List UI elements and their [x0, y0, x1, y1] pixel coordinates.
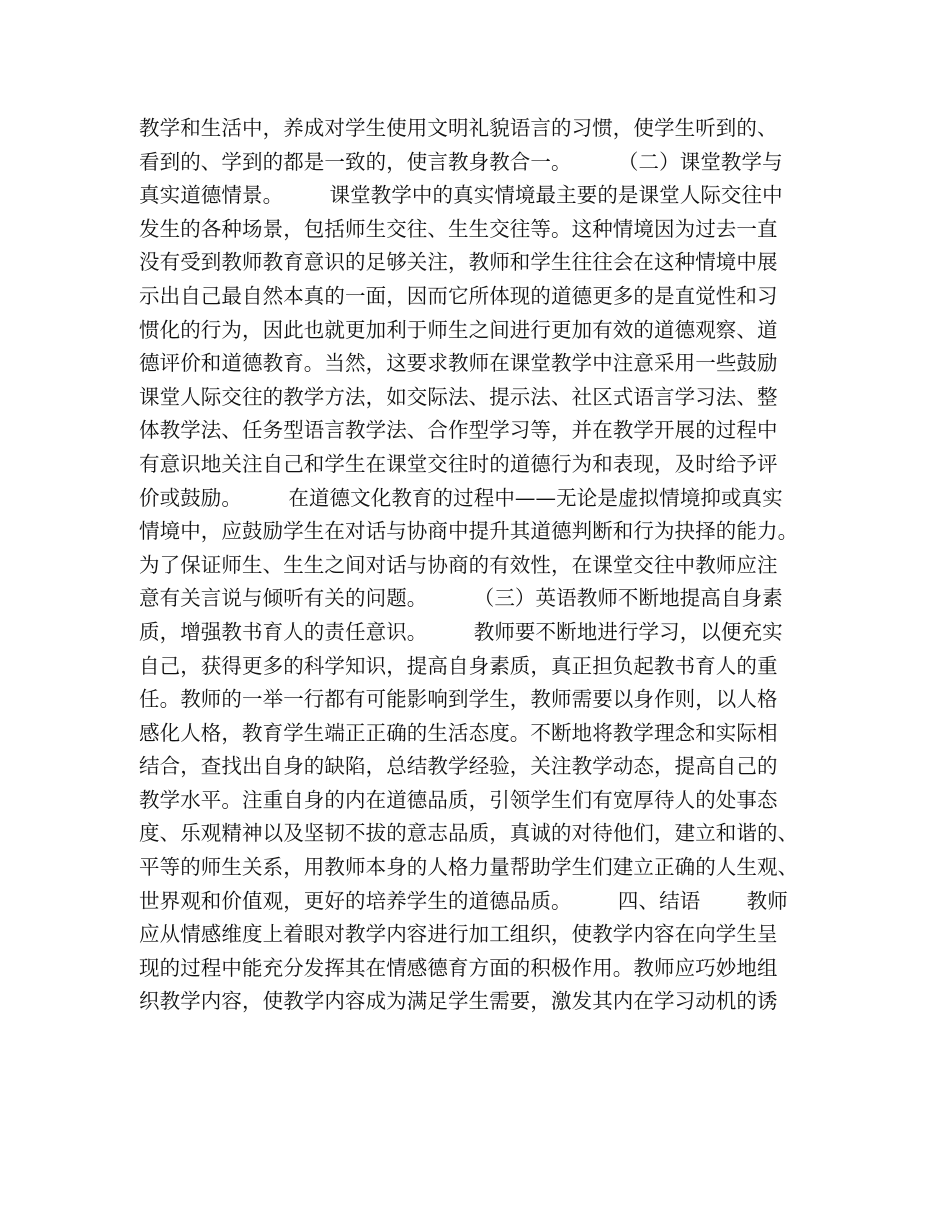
text-line: 体教学法、任务型语言教学法、合作型学习等，并在教学开展的过程中 — [139, 418, 778, 443]
text-line: 发生的各种场景，包括师生交往、生生交往等。这种情境因为过去一直 — [139, 216, 778, 241]
text-line: 示出自己最自然本真的一面，因而它所体现的道德更多的是直觉性和习 — [139, 283, 778, 308]
text-line: 教学水平。注重自身的内在道德品质，引领学生们有宽厚待人的处事态 — [139, 787, 778, 812]
text-line: 平等的师生关系，用教师本身的人格力量帮助学生们建立正确的人生观、 — [139, 855, 799, 880]
body-text — [139, 112, 829, 1019]
text-line: 质，增强教书育人的责任意识。 教师要不断地进行学习，以便充实 — [139, 619, 783, 644]
text-line: 现的过程中能充分发挥其在情感德育方面的积极作用。教师应巧妙地组 — [139, 955, 778, 980]
text-line: 看到的、学到的都是一致的，使言教身教合一。 （二）课堂教学与 — [139, 149, 783, 174]
text-line: 教学和生活中，养成对学生使用文明礼貌语言的习惯，使学生听到的、 — [139, 116, 778, 140]
text-line: 意有关言说与倾听有关的问题。 （三）英语教师不断地提高自身素 — [139, 586, 783, 611]
text-line: 惯化的行为，因此也就更加利于师生之间进行更加有效的道德观察、道 — [139, 317, 778, 342]
text-line: 结合，查找出自身的缺陷，总结教学经验，关注教学动态，提高自己的 — [139, 754, 778, 779]
text-line: 世界观和价值观，更好的培养学生的道德品质。 四、结语 教师 — [139, 888, 788, 913]
text-line: 没有受到教师教育意识的足够关注，教师和学生往往会在这种情境中展 — [139, 250, 778, 275]
text-line: 感化人格，教育学生端正正确的生活态度。不断地将教学理念和实际相 — [139, 720, 778, 745]
text-line: 自己，获得更多的科学知识，提高自身素质，真正担负起教书育人的重 — [139, 653, 778, 678]
text-line: 度、乐观精神以及坚韧不拔的意志品质，真诚的对待他们，建立和谐的、 — [139, 821, 799, 846]
text-line: 应从情感维度上着眼对教学内容进行加工组织，使教学内容在向学生呈 — [139, 922, 778, 947]
text-line: 情境中，应鼓励学生在对话与协商中提升其道德判断和行为抉择的能力。 — [139, 519, 799, 544]
text-line: 真实道德情景。 课堂教学中的真实情境最主要的是课堂人际交往中 — [139, 183, 783, 208]
text-line: 价或鼓励。 在道德文化教育的过程中——无论是虚拟情境抑或真实 — [139, 485, 783, 510]
text-line: 任。教师的一举一行都有可能影响到学生，教师需要以身作则，以人格 — [139, 687, 778, 712]
text-line: 德评价和道德教育。当然，这要求教师在课堂教学中注意采用一些鼓励 — [139, 351, 778, 376]
text-line: 课堂人际交往的教学方法，如交际法、提示法、社区式语言学习法、整 — [139, 384, 778, 409]
text-line: 为了保证师生、生生之间对话与协商的有效性，在课堂交往中教师应注 — [139, 552, 778, 577]
text-line: 有意识地关注自己和学生在课堂交往时的道德行为和表现，及时给予评 — [139, 451, 778, 476]
text-line: 织教学内容，使教学内容成为满足学生需要，激发其内在学习动机的诱 — [139, 989, 778, 1014]
